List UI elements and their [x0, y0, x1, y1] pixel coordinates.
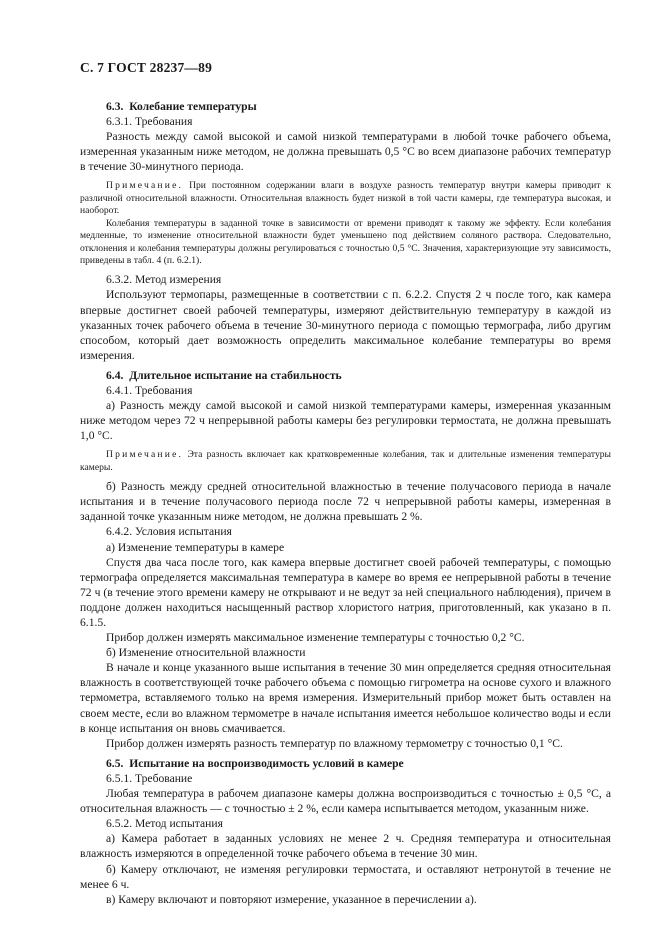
- paragraph: Разность между самой высокой и самой низкой температурами в любой точке рабочего объема, измеренная указанным ниже методом, не должна превышать 0,5 °С во всем диапазоне рабочих температур в течение 30-минутного периода.: [80, 130, 611, 174]
- paragraph: Спустя два часа после того, как камера впервые достигнет своей рабочей температуры, с помощью термографа определяется максимальная температура в камере во время ее непрерывной работы в течение 72 ч (в течение этого времени камеру не открывают и не ведут за ней специального наблюдения), причем в поддоне должен находиться насыщенный раствор хлористого натрия, приготовленный, как указано в п. 6.1.5.: [80, 555, 611, 629]
- note: Примечание. Эта разность включает как кратковременные колебания, так и длительные изменения температуры камеры.: [80, 449, 611, 473]
- subsection-6-4-2: 6.4.2. Условия испытания: [106, 525, 232, 539]
- paragraph: Прибор должен измерять максимальное изменение температуры с точностью 0,2 °С.: [106, 631, 525, 645]
- list-item-c: в) Камеру включают и повторяют измерение, указанное в перечислении а).: [106, 892, 477, 906]
- paragraph: Прибор должен измерять разность температур по влажному термометру с точностью 0,1 °С.: [106, 736, 563, 750]
- note: Примечание. При постоянном содержании влаги в воздухе разность температур внутри камеры приводит к различной относительной влажности. Относительная влажность будет низкой в той части камеры, где температура высокая, и наоборот.: [80, 180, 611, 217]
- paragraph: Используют термопары, размещенные в соответствии с п. 6.2.2. Спустя 2 ч после того, как камера впервые достигнет своей рабочей температуры, измеряют действительную температуру в каждой из указанных точек рабочего объема в течение 30-минутного периода с помощью термографа, либо другим способом, который дает возможность определить максимальное колебание температуры во время измерения.: [80, 288, 611, 362]
- subsection-6-3-1: 6.3.1. Требования: [106, 115, 193, 129]
- paragraph: Любая температура в рабочем диапазоне камеры должна воспроизводиться с точностью ± 0,5 °С, а относительная влажность — с точностью ± 2 %, если камера испытывается методом, указанным ниже.: [80, 787, 611, 816]
- section-6-3-title: 6.3. Колебание температуры: [106, 100, 257, 113]
- paragraph: а) Разность между самой высокой и самой низкой температурами камеры, измеренная указанным ниже методом через 72 ч непрерывной работы камеры без регулировки термостата, не должна превышать 1,0 °С.: [80, 399, 611, 443]
- subsection-6-4-1: 6.4.1. Требования: [106, 383, 193, 397]
- note-continuation: Колебания температуры в заданной точке в зависимости от времени приводят к такому же эффекту. Если колебания медленные, то изменение относительной влажности будет уменьшено под действием соляного раствора. Следовательно, отклонения и колебания температуры должны регулироваться с точностью 0,5 °С. Значения, характеризующие эту зависимость, приведены в табл. 4 (п. 6.2.1).: [80, 217, 611, 266]
- page-header: С. 7 ГОСТ 28237—89: [80, 60, 213, 75]
- list-item-b: б) Изменение относительной влажности: [106, 646, 306, 660]
- section-6-4-title: 6.4. Длительное испытание на стабильность: [106, 368, 342, 382]
- list-item-a: а) Камера работает в заданных условиях не менее 2 ч. Средняя температура и относительная влажность измеряются в определенной точке рабочего объема в течение 30 мин.: [80, 832, 611, 861]
- subsection-6-3-2: 6.3.2. Метод измерения: [106, 273, 222, 287]
- paragraph: б) Разность между средней относительной влажностью в течение получасового периода в начале испытания и в течение получасового периода после 72 ч непрерывной работы камеры, измеренная в заданной точке указанным ниже методом, не должна превышать 2 %.: [80, 480, 611, 524]
- subsection-6-5-2: 6.5.2. Метод испытания: [106, 817, 223, 831]
- paragraph: В начале и конце указанного выше испытания в течение 30 мин определяется средняя относительная влажность в соответствующей точке рабочего объема с помощью гигрометра на основе сухого и влажного термометра, вставляемого только на время измерения. Измерительный прибор может быть оставлен на своем месте, если во влажном термометре в начале испытания имеется небольшое количество воды и если в конце испытания он вновь смачивается.: [80, 661, 611, 735]
- list-item-b: б) Камеру отключают, не изменяя регулировки термостата, и оставляют нетронутой в течение не менее 6 ч.: [80, 862, 611, 891]
- subsection-6-5-1: 6.5.1. Требование: [106, 771, 193, 785]
- section-6-5-title: 6.5. Испытание на воспроизводимость условий в камере: [106, 756, 404, 770]
- list-item-a: а) Изменение температуры в камере: [106, 540, 285, 554]
